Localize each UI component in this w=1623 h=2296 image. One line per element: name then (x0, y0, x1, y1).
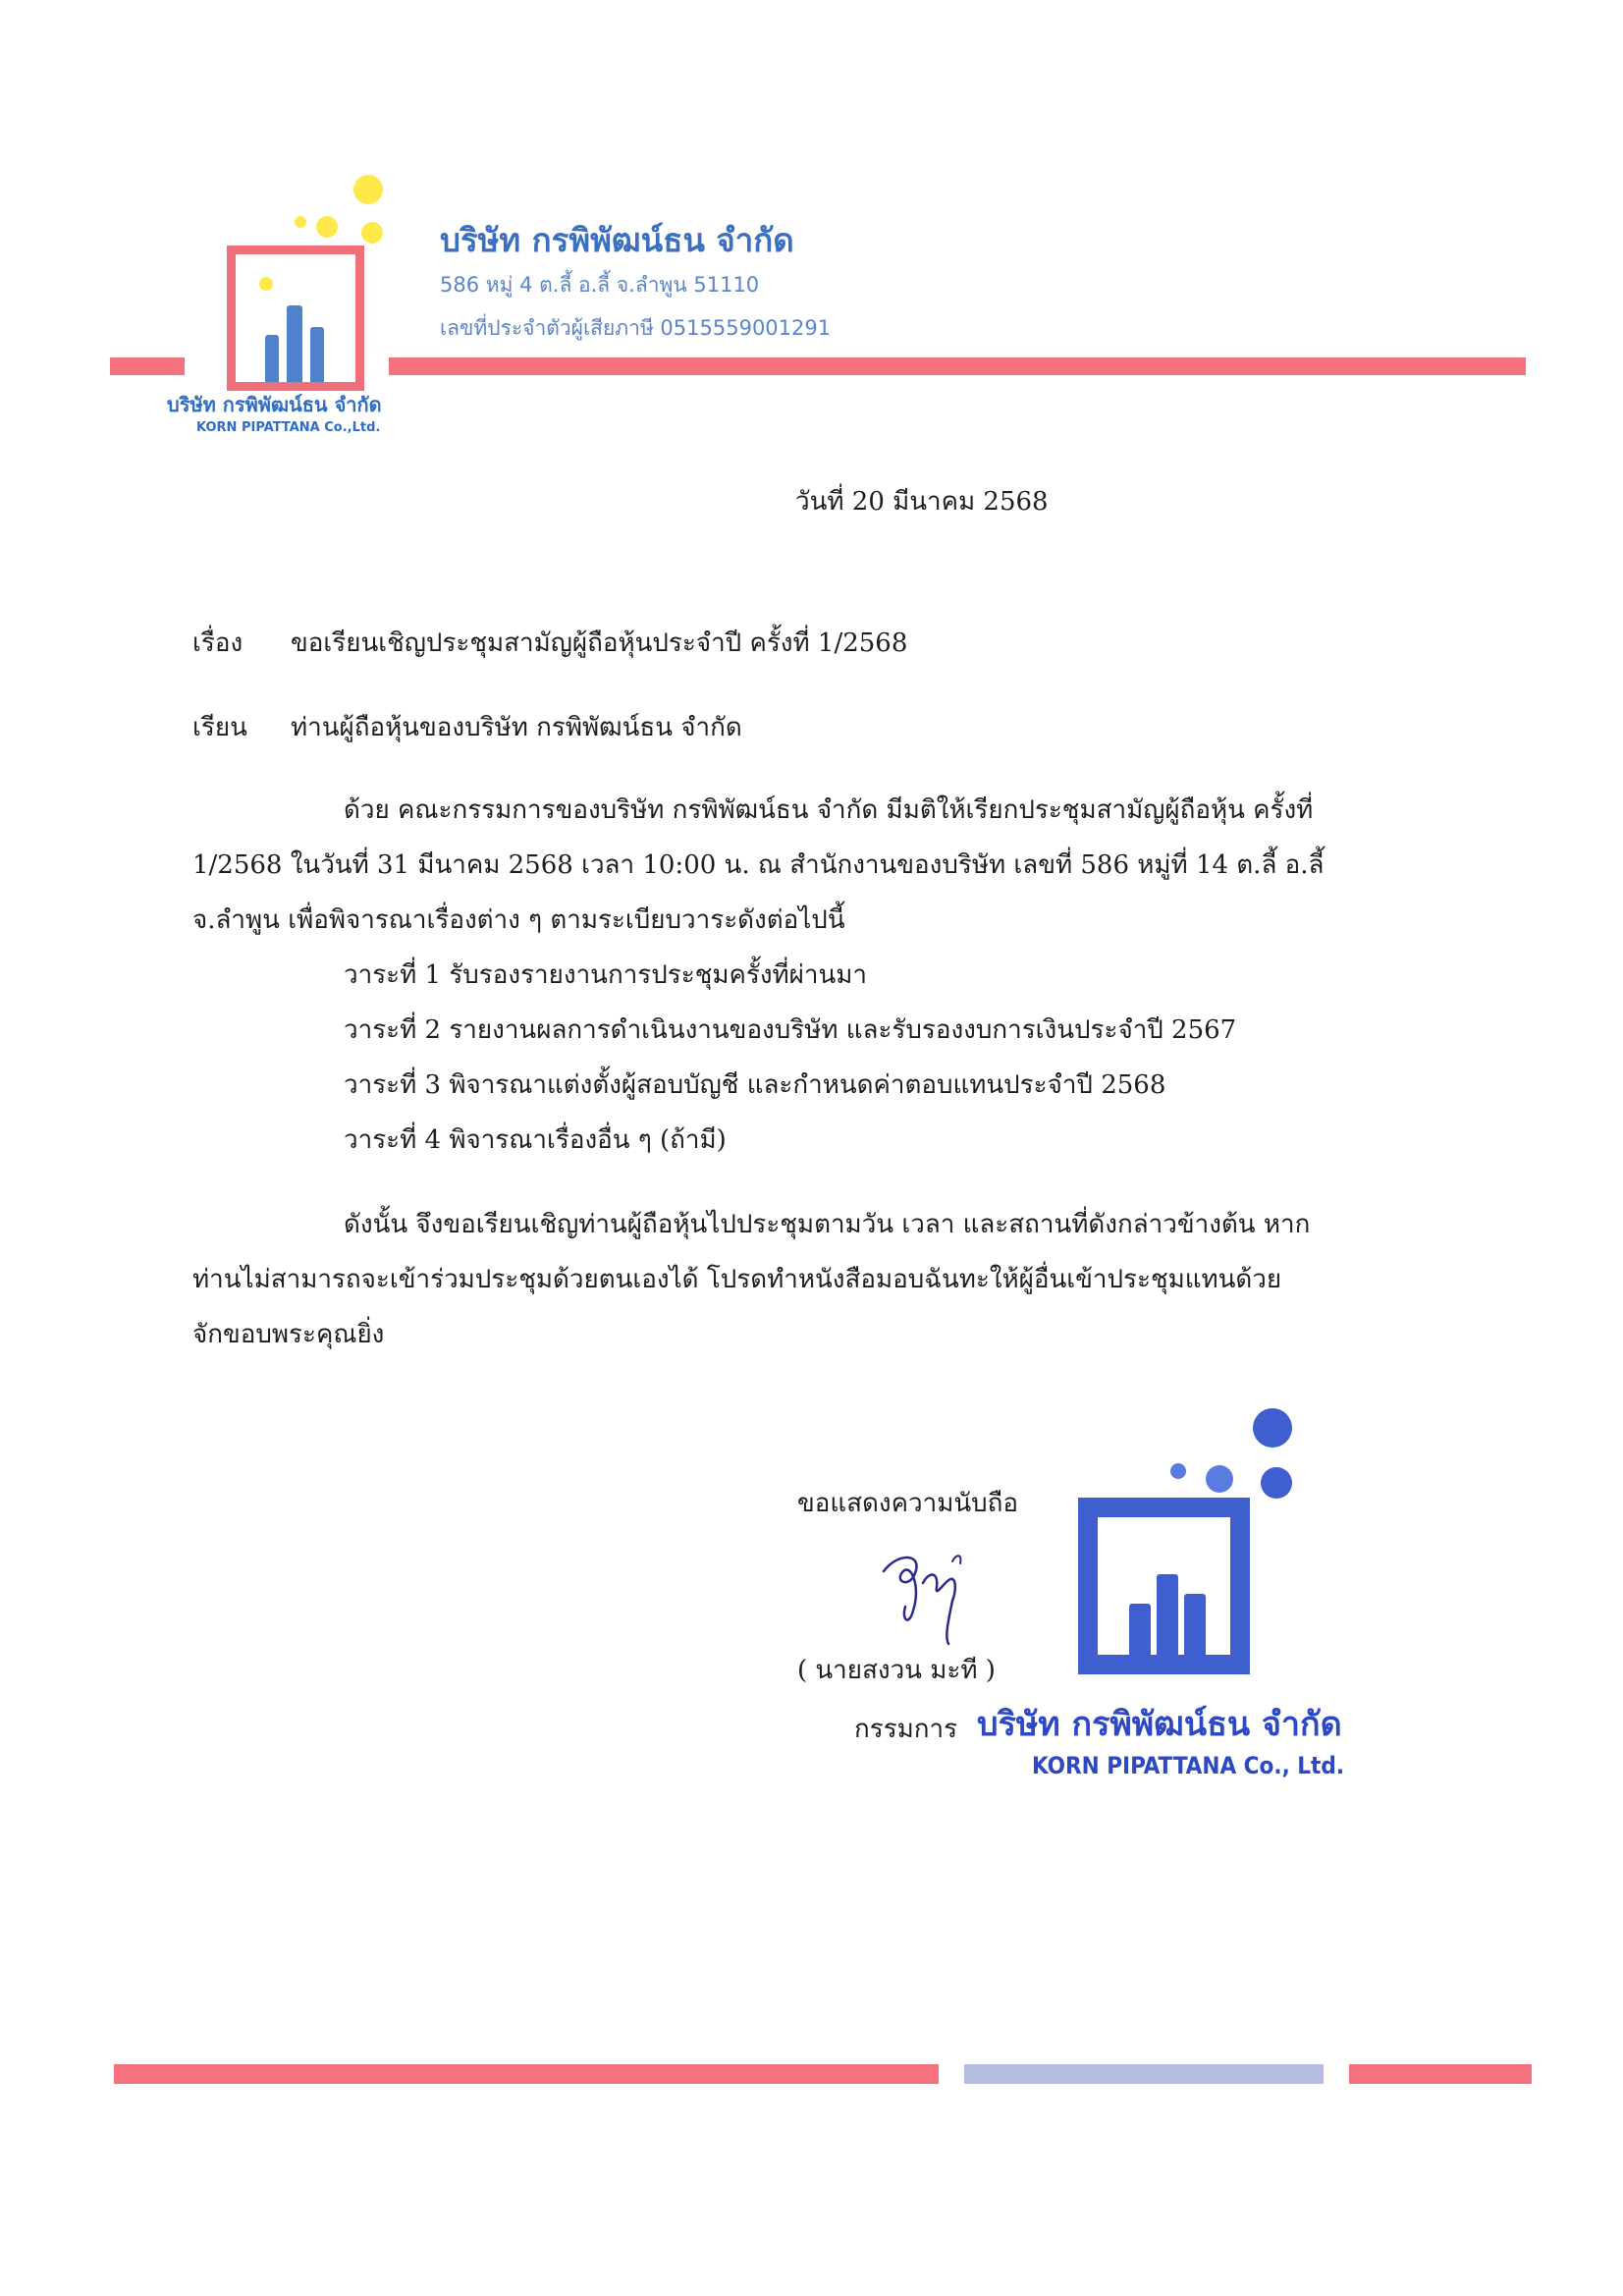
stamp-dot-icon (1253, 1408, 1292, 1448)
paragraph-2-line-1: ดังนั้น จึงขอเรียนเชิญท่านผู้ถือหุ้นไปประชุมตามวัน เวลา และสถานที่ดังกล่าวข้างต้น หาก (344, 1210, 1311, 1239)
company-name: บริษัท กรพิพัฒน์ธน จำกัด (440, 221, 794, 259)
subject-text: ขอเรียนเชิญประชุมสามัญผู้ถือหุ้นประจำปี ครั้งที่ 1/2568 (291, 629, 908, 658)
closing-text: ขอแสดงความนับถือ (797, 1489, 1018, 1518)
footer-rule-middle (964, 2064, 1324, 2084)
paragraph-2-line-2: ท่านไม่สามารถจะเข้าร่วมประชุมด้วยตนเองได้ โปรดทำหนังสือมอบฉันทะให้ผู้อื่นเข้าประชุมแทนด้วย (192, 1265, 1282, 1294)
logo-company-name-thai: บริษัท กรพิพัฒน์ธน จำกัด (167, 393, 382, 416)
paragraph-1-line-1: ด้วย คณะกรรมการของบริษัท กรพิพัฒน์ธน จำกัด มีมติให้เรียกประชุมสามัญผู้ถือหุ้น ครั้งที่ (344, 795, 1314, 825)
logo-dot-icon (353, 175, 383, 204)
logo-frame (227, 246, 364, 391)
footer-rule-left (114, 2064, 939, 2084)
stamp-building-icon (1184, 1594, 1206, 1655)
paragraph-1-line-2: 1/2568 ในวันที่ 31 มีนาคม 2568 เวลา 10:00 น. ณ สำนักงานของบริษัท เลขที่ 586 หมู่ที่ 14 ต.ลี้ อ.ลี้ (192, 850, 1325, 880)
company-tax-id: เลขที่ประจำตัวผู้เสียภาษี 0515559001291 (440, 316, 832, 340)
paragraph-1-line-3: จ.ลำพูน เพื่อพิจารณาเรื่องต่าง ๆ ตามระเบียบวาระดังต่อไปนี้ (192, 905, 845, 935)
stamp-frame (1078, 1498, 1250, 1674)
stamp-dot-icon (1261, 1467, 1292, 1499)
handwritten-signature (854, 1542, 1001, 1650)
logo-dot-icon (295, 216, 306, 228)
agenda-item: วาระที่ 4 พิจารณาเรื่องอื่น ๆ (ถ้ามี) (344, 1125, 727, 1155)
letter-date: วันที่ 20 มีนาคม 2568 (795, 487, 1049, 517)
signer-name: ( นายสงวน มะที ) (797, 1656, 996, 1685)
letterhead-rule-right (389, 357, 1526, 375)
stamp-dot-icon (1206, 1465, 1233, 1493)
subject-label: เรื่อง (192, 629, 243, 658)
stamp-company-name-eng: KORN PIPATTANA Co., Ltd. (1032, 1752, 1345, 1779)
logo-dot-icon (316, 216, 338, 238)
stamp-building-icon (1129, 1604, 1151, 1655)
agenda-item: วาระที่ 3 พิจารณาแต่งตั้งผู้สอบบัญชี และกำหนดค่าตอบแทนประจำปี 2568 (344, 1070, 1166, 1100)
stamp-company-name-thai: บริษัท กรพิพัฒน์ธน จำกัด (977, 1705, 1342, 1744)
logo-company-name-eng: KORN PIPATTANA Co.,Ltd. (196, 420, 381, 435)
logo-building-icon (265, 335, 279, 382)
logo-building-icon (287, 305, 302, 382)
company-stamp (1159, 1404, 1316, 1512)
logo-dot-icon (361, 222, 383, 244)
stamp-dot-icon (1170, 1463, 1186, 1479)
logo-building-icon (310, 327, 324, 382)
agenda-item: วาระที่ 2 รายงานผลการดำเนินงานของบริษัท และรับรองงบการเงินประจำปี 2567 (344, 1015, 1237, 1045)
paragraph-2-line-3: จักขอบพระคุณยิ่ง (192, 1320, 385, 1349)
recipient-label: เรียน (192, 713, 247, 742)
company-address: 586 หมู่ 4 ต.ลี้ อ.ลี้ จ.ลำพูน 51110 (440, 273, 760, 297)
agenda-item: วาระที่ 1 รับรองรายงานการประชุมครั้งที่ผ่านมา (344, 960, 868, 990)
footer-rule-right (1349, 2064, 1532, 2084)
letterhead-rule-left (110, 357, 185, 375)
stamp-building-icon (1157, 1574, 1178, 1655)
signer-title: กรรมการ (854, 1715, 958, 1744)
recipient-text: ท่านผู้ถือหุ้นของบริษัท กรพิพัฒน์ธน จำกัด (291, 713, 742, 742)
